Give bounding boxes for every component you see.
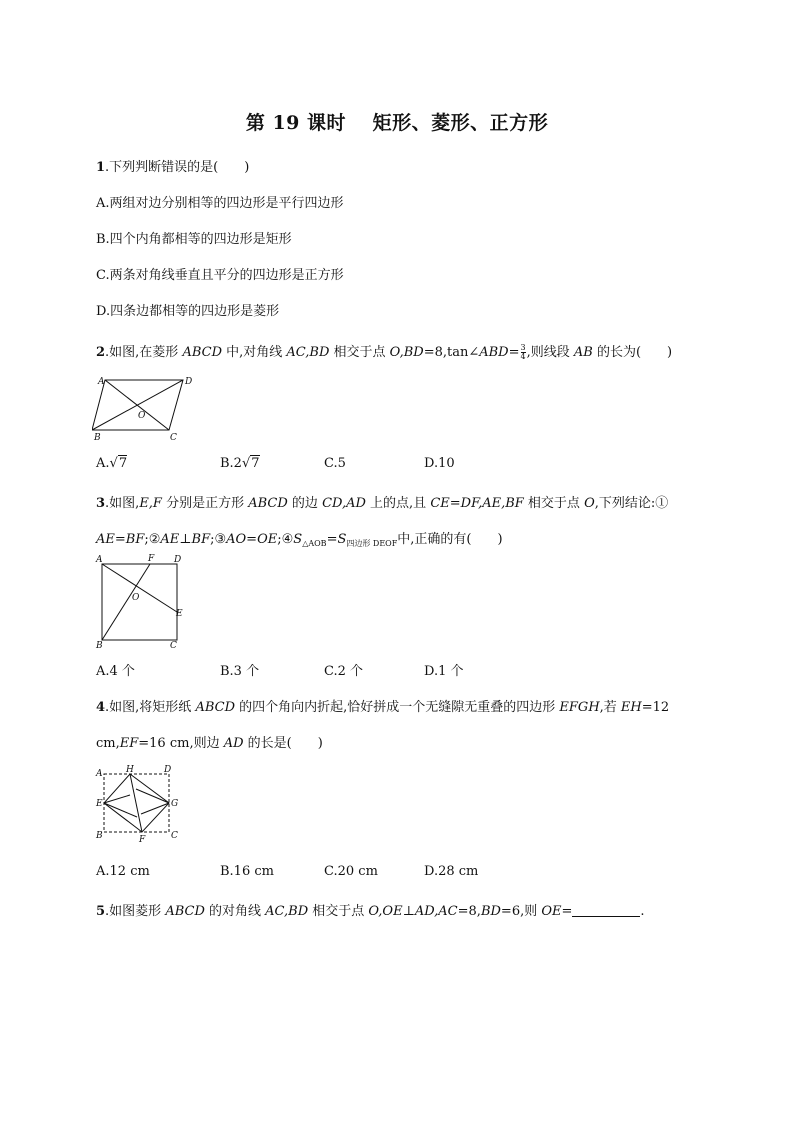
vertex-label-d: D (174, 555, 182, 565)
question-2-option-c: C.5 (324, 456, 346, 471)
vertex-label-a: A (98, 377, 105, 387)
rhombus-figure (92, 372, 202, 444)
question-1-option-b: B.四个内角都相等的四边形是矩形 (96, 232, 292, 247)
fraction-three-quarters: $\frac{3}{4}$ (520, 343, 526, 361)
point-label-e: E (176, 609, 183, 619)
question-3-option-c: C.2 个 (324, 664, 364, 679)
question-3-stem-line-2: $AE=BF;②AE\perp BF;③AO=OE;④S_{\triangle AOB}=S_{四边形 DEOF}$中,正确的有( ) (96, 532, 503, 548)
vertex-label-a: A (96, 769, 103, 779)
question-4-option-d: D.28 cm (424, 864, 479, 879)
vertex-label-d: D (164, 765, 172, 775)
square-figure (92, 552, 192, 652)
point-label-f: F (148, 554, 155, 564)
question-1-option-d: D.四条边都相等的四边形是菱形 (96, 304, 280, 319)
question-3-option-b: B.3 个 (220, 664, 260, 679)
vertex-label-a: A (96, 555, 103, 565)
question-1-option-c: C.两条对角线垂直且平分的四边形是正方形 (96, 268, 344, 283)
question-1-stem: 1.下列判断错误的是( ) (96, 160, 250, 175)
vertex-label-c: C (170, 433, 177, 443)
question-2-option-a: A.√7 (96, 456, 128, 471)
question-4-option-a: A.12 cm (96, 864, 150, 879)
question-3-option-a: A.4 个 (96, 664, 135, 679)
point-label-f: F (139, 835, 146, 842)
question-2-stem: 2.如图,在菱形 ABCD 中,对角线 AC,BD 相交于点 O,BD=8,tan∠ABD= $\frac{3}{4}$ ,则线段 AB 的长为( ) (96, 343, 673, 361)
question-3-option-d: D.1 个 (424, 664, 464, 679)
folded-rectangle-figure (92, 762, 192, 842)
question-2-option-d: D.10 (424, 456, 455, 471)
question-2-option-b: B.2√7 (220, 456, 260, 471)
question-5-stem: 5.如图菱形 ABCD 的对角线 AC,BD 相交于点 O,OE⊥AD,AC=8,BD=6,则 OE= . (96, 904, 645, 919)
vertex-label-b: B (96, 641, 103, 651)
question-4-stem-line-1: 4.如图,将矩形纸 ABCD 的四个角向内折起,恰好拼成一个无缝隙无重叠的四边形 EFGH,若 EH=12 (96, 700, 670, 715)
point-label-g: G (171, 799, 179, 809)
vertex-label-c: C (171, 831, 178, 841)
question-4-option-c: C.20 cm (324, 864, 378, 879)
intersection-label-o: O (132, 593, 140, 603)
center-label-o: O (138, 411, 146, 421)
answer-blank[interactable] (572, 904, 640, 917)
point-label-e: E (96, 799, 103, 809)
question-1-option-a: A.两组对边分别相等的四边形是平行四边形 (96, 196, 344, 211)
vertex-label-b: B (94, 433, 101, 443)
vertex-label-b: B (96, 831, 103, 841)
page-title: 第 19 课时 矩形、菱形、正方形 (245, 112, 549, 134)
question-3-stem-line-1: 3.如图,E,F 分别是正方形 ABCD 的边 CD,AD 上的点,且 CE=DF,AE,BF 相交于点 O,下列结论:① (96, 496, 669, 511)
question-4-option-b: B.16 cm (220, 864, 274, 879)
vertex-label-c: C (170, 641, 177, 651)
vertex-label-d: D (185, 377, 193, 387)
question-4-stem-line-2: cm,EF=16 cm,则边 AD 的长是( ) (96, 736, 323, 751)
point-label-h: H (126, 765, 134, 775)
